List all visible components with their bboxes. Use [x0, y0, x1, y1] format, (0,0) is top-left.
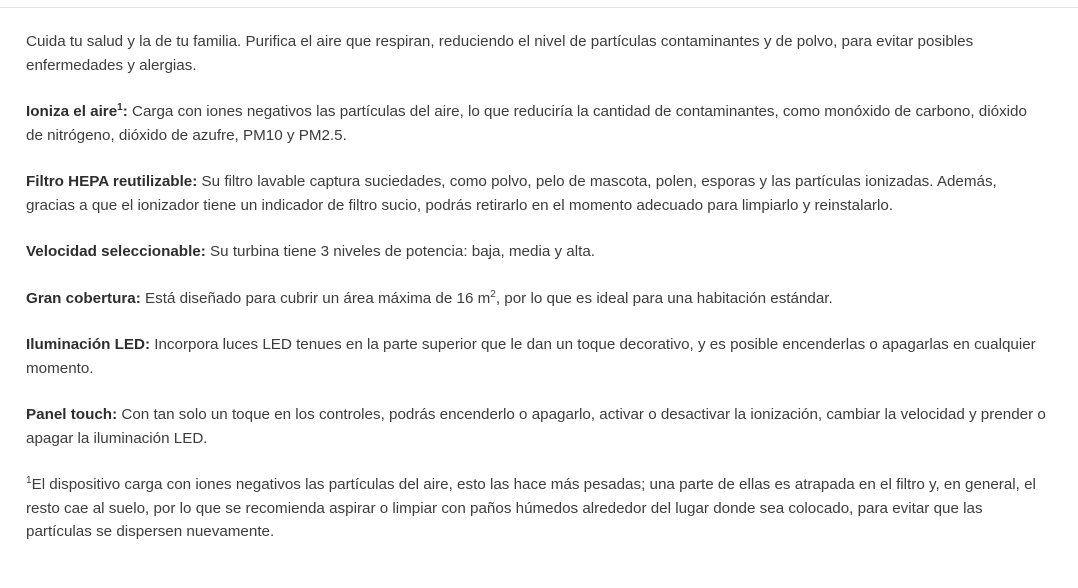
feature-speed-text: Su turbina tiene 3 niveles de potencia: baja, media y alta. — [205, 243, 596, 260]
feature-hepa-filter-title: Filtro HEPA reutilizable: — [26, 173, 198, 190]
feature-speed-title: Velocidad seleccionable: — [26, 243, 206, 260]
feature-touch-panel — [26, 403, 1046, 450]
feature-touch-panel-text: Con tan solo un toque en los controles, podrás encenderlo o apagarlo, activar o desactivar la ionización, cambiar la velocidad y prender o apagar la iluminación LED. — [26, 406, 1046, 447]
feature-led — [26, 333, 1046, 380]
product-description — [26, 30, 1046, 544]
feature-led-text: Incorpora luces LED tenues en la parte superior que le dan un toque decorativo, y es posible encenderlas o apagarlas en cualquier momento. — [26, 336, 1036, 377]
feature-coverage — [26, 287, 1046, 311]
top-divider — [0, 7, 1078, 8]
footnote-text: El dispositivo carga con iones negativos las partículas del aire, esto las hace más pesadas; una parte de ellas es atrapada en el filtro y, en general, el resto cae al suelo, por lo que se recomienda aspirar o limpiar con paños húmedos alrededor del lugar donde sea colocado, para evitar que las partículas se dispersen nuevamente. — [26, 476, 1036, 540]
feature-ionize — [26, 100, 1046, 147]
footnote-marker: 1 — [26, 474, 32, 486]
footnote — [26, 473, 1046, 544]
feature-ionize-title: Ioniza el aire$^1$: — [26, 101, 128, 120]
feature-hepa-filter — [26, 170, 1046, 217]
square-superscript: 2 — [490, 288, 496, 300]
feature-speed — [26, 240, 1046, 264]
footnote-ref: 1 — [117, 101, 123, 113]
feature-led-title: Iluminación LED: — [26, 336, 151, 353]
feature-coverage-text-end: , por lo que es ideal para una habitación estándar. — [495, 289, 833, 307]
intro-paragraph: Cuida tu salud y la de tu familia. Purifica el aire que respiran, reduciendo el nivel de partículas contaminantes y de polvo, para evitar posibles enfermedades y alergias. — [26, 33, 974, 74]
feature-coverage-text: Está diseñado para cubrir un área máxima de 16 m — [140, 289, 491, 307]
feature-touch-panel-title: Panel touch: — [26, 406, 118, 423]
feature-coverage-title: Gran cobertura: — [26, 289, 141, 307]
feature-ionize-text: Carga con iones negativos las partículas del aire, lo que reduciría la cantidad de contaminantes, como monóxido de carbono, dióxido de nitrógeno, dióxido de azufre, PM10 y PM2.5. — [26, 103, 1027, 144]
feature-hepa-filter-text: Su filtro lavable captura suciedades, como polvo, pelo de mascota, polen, esporas y las partículas ionizadas. Además, gracias a que el ionizador tiene un indicador de filtro sucio, podrás retirarlo en el momento adecuado para limpiarlo y reinstalarlo. — [26, 173, 997, 214]
